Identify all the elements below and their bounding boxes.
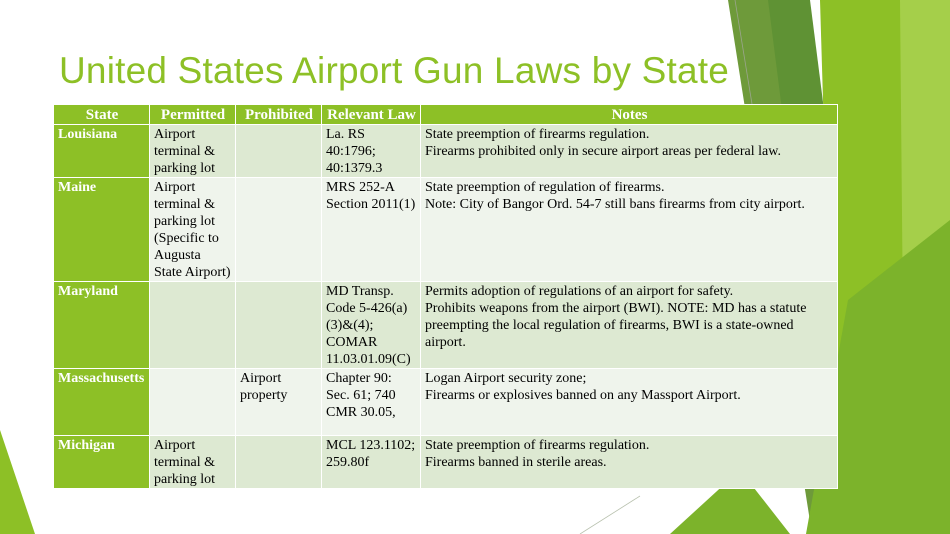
note-line: Firearms prohibited only in secure airport areas per federal law. — [425, 144, 781, 159]
note-line: Prohibits weapons from the airport (BWI). NOTE: MD has a statute preempting the local regulation of firearms, BWI is a state-owned airport. — [425, 301, 807, 350]
row-law: La. RS 40:1796; 40:1379.3 — [322, 125, 421, 178]
row-law: MD Transp. Code 5-426(a)(3)&(4); COMAR 11.03.01.09(C) — [322, 282, 421, 369]
row-prohibited: Airport property — [236, 369, 322, 436]
row-law: MCL 123.1102; 259.80f — [322, 436, 421, 489]
table-row — [54, 282, 838, 369]
table-row — [54, 369, 838, 436]
row-state: Maine — [54, 178, 150, 282]
row-notes — [421, 436, 838, 489]
row-permitted: Airport terminal & parking lot (Specific to Augusta State Airport) — [150, 178, 236, 282]
note-line: State preemption of firearms regulation. — [425, 438, 650, 453]
table-row — [54, 178, 838, 282]
row-prohibited — [236, 436, 322, 489]
row-law: Chapter 90: Sec. 61; 740 CMR 30.05, — [322, 369, 421, 436]
row-permitted: Airport terminal & parking lot — [150, 436, 236, 489]
table-row — [54, 125, 838, 178]
note-line: State preemption of regulation of firearms. — [425, 180, 665, 195]
row-notes — [421, 369, 838, 436]
left-corner-triangle — [0, 430, 35, 534]
note-line: Firearms banned in sterile areas. — [425, 455, 607, 470]
row-notes — [421, 282, 838, 369]
row-notes — [421, 178, 838, 282]
header-notes: Notes — [421, 105, 838, 125]
note-line: Permits adoption of regulations of an airport for safety. — [425, 284, 734, 299]
row-permitted: Airport terminal & parking lot — [150, 125, 236, 178]
row-state: Maryland — [54, 282, 150, 369]
row-law: MRS 252-A Section 2011(1) — [322, 178, 421, 282]
table-row — [54, 436, 838, 489]
header-permitted: Permitted — [150, 105, 236, 125]
table-header-row — [54, 105, 838, 125]
note-line: Logan Airport security zone; — [425, 371, 587, 386]
gun-laws-table — [53, 104, 838, 489]
note-line: Note: City of Bangor Ord. 54-7 still bans firearms from city airport. — [425, 197, 805, 212]
row-prohibited — [236, 125, 322, 178]
row-permitted — [150, 369, 236, 436]
row-permitted — [150, 282, 236, 369]
row-prohibited — [236, 178, 322, 282]
note-line: State preemption of firearms regulation. — [425, 127, 650, 142]
header-relevant-law: Relevant Law — [322, 105, 421, 125]
slide-title: United States Airport Gun Laws by State — [59, 50, 730, 91]
thin-line-bottom — [580, 496, 640, 534]
row-state: Louisiana — [54, 125, 150, 178]
row-prohibited — [236, 282, 322, 369]
row-state: Massachusetts — [54, 369, 150, 436]
row-notes — [421, 125, 838, 178]
row-state: Michigan — [54, 436, 150, 489]
header-state: State — [54, 105, 150, 125]
header-prohibited: Prohibited — [236, 105, 322, 125]
note-line: Firearms or explosives banned on any Massport Airport. — [425, 388, 741, 403]
